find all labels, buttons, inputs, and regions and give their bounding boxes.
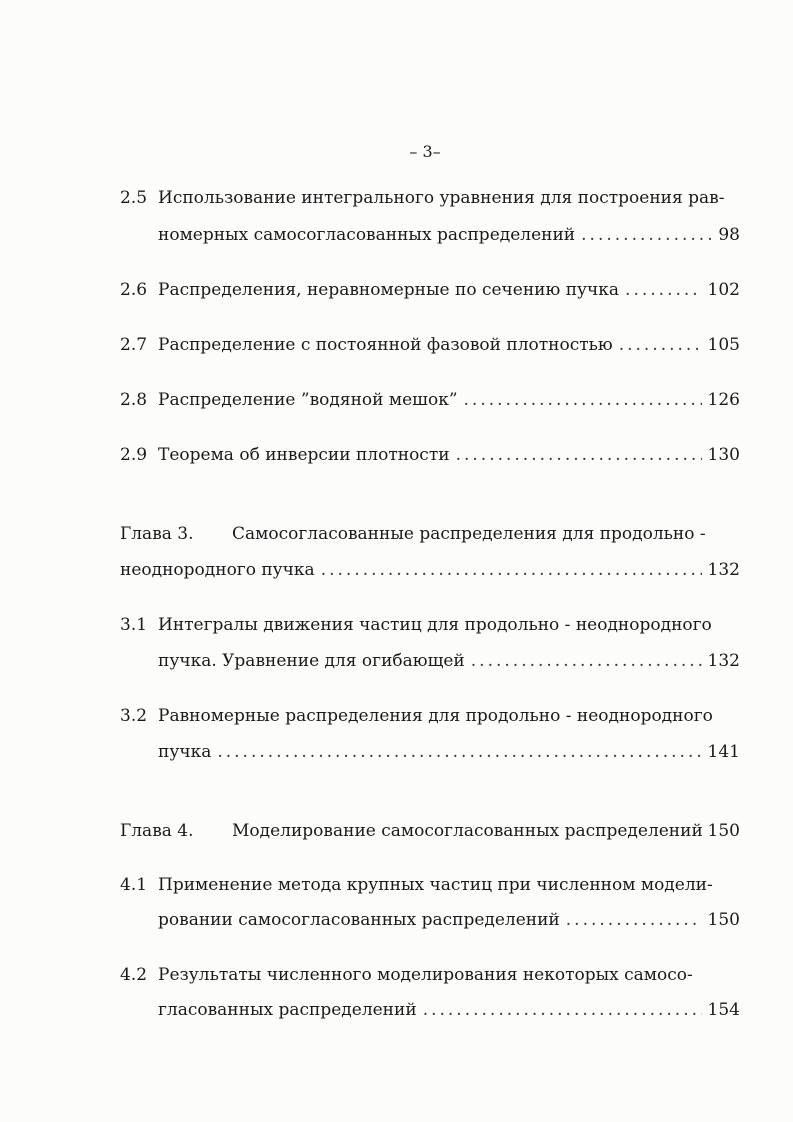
leader-dots [321, 559, 702, 581]
section-number: 2.5 [120, 188, 148, 208]
leader-dots [423, 999, 702, 1021]
section-number: 3.1 [120, 615, 148, 635]
section-title-line2: гласованных распределений [158, 1000, 417, 1020]
section-title: Распределения, неравномерные по сечению пучка [158, 280, 620, 300]
page-reference: 130 [707, 445, 740, 465]
chapter-title: Моделирование самосогласованных распределений [232, 821, 703, 841]
page-reference: 98 [718, 225, 740, 245]
chapter-label: Глава 4. [120, 821, 194, 841]
toc-entry-2-5 [120, 187, 740, 209]
section-title: Распределение с постоянной фазовой плотностью [158, 335, 613, 355]
toc-entry-2-7 [120, 334, 740, 356]
chapter-label: Глава 3. [120, 524, 194, 544]
toc-entry-2-8 [120, 389, 740, 411]
section-number: 3.2 [120, 706, 148, 726]
section-title-line1: Применение метода крупных частиц при численном модели- [158, 875, 713, 895]
chapter-title-line2: неоднородного пучка [120, 560, 315, 580]
page-number: – 3– [409, 142, 441, 161]
page-reference: 126 [707, 390, 740, 410]
section-title-line1: Равномерные распределения для продольно - неоднородного [158, 706, 713, 726]
section-number: 2.6 [120, 280, 148, 300]
page-reference: 105 [707, 335, 740, 355]
toc-entry-2-9 [120, 444, 740, 466]
toc-entry-3-1-cont [158, 650, 740, 672]
leader-dots [456, 444, 702, 466]
leader-dots [217, 741, 701, 763]
leader-dots [581, 224, 712, 246]
toc-entry-2-5-cont [158, 224, 740, 246]
toc-entry-4-2-cont [158, 999, 740, 1021]
leader-dots [619, 334, 702, 356]
chapter-title-line1: Самосогласованные распределения для продольно - [232, 524, 706, 544]
section-title-line1: Использование интегрального уравнения для построения рав- [158, 188, 725, 208]
page-reference: 132 [707, 560, 740, 580]
section-title-line1: Результаты численного моделирования некоторых самосо- [158, 965, 693, 985]
section-number: 4.1 [120, 875, 148, 895]
leader-dots [625, 279, 702, 301]
toc-chapter-3 [120, 523, 740, 545]
page-reference: 154 [707, 1000, 740, 1020]
section-title-line1: Интегралы движения частиц для продольно - неоднородного [158, 615, 712, 635]
page-reference: 102 [707, 280, 740, 300]
toc-entry-4-2 [120, 964, 740, 986]
section-title-line2: пучка. Уравнение для огибающей [158, 651, 465, 671]
toc-entry-4-1 [120, 874, 740, 896]
section-number: 2.7 [120, 335, 148, 355]
page-reference: 141 [707, 742, 740, 762]
section-number: 4.2 [120, 965, 148, 985]
page-reference: 150 [707, 821, 740, 841]
toc-entry-2-6 [120, 279, 740, 301]
toc-entry-4-1-cont [158, 909, 740, 931]
section-title-line2: номерных самосогласованных распределений [158, 225, 576, 245]
toc-entry-3-2-cont [158, 741, 740, 763]
section-number: 2.8 [120, 390, 148, 410]
toc-entry-3-2 [120, 705, 740, 727]
toc-chapter-4 [120, 820, 740, 842]
page-reference: 150 [707, 910, 740, 930]
toc-chapter-3-cont [120, 559, 740, 581]
toc-entry-3-1 [120, 614, 740, 636]
section-title-line2: ровании самосогласованных распределений [158, 910, 560, 930]
section-number: 2.9 [120, 445, 148, 465]
section-title: Теорема об инверсии плотности [158, 445, 450, 465]
leader-dots [464, 389, 702, 411]
page-reference: 132 [707, 651, 740, 671]
section-title: Распределение ”водяной мешок” [158, 390, 458, 410]
leader-dots [471, 650, 702, 672]
section-title-line2: пучка [158, 742, 212, 762]
leader-dots [566, 909, 702, 931]
